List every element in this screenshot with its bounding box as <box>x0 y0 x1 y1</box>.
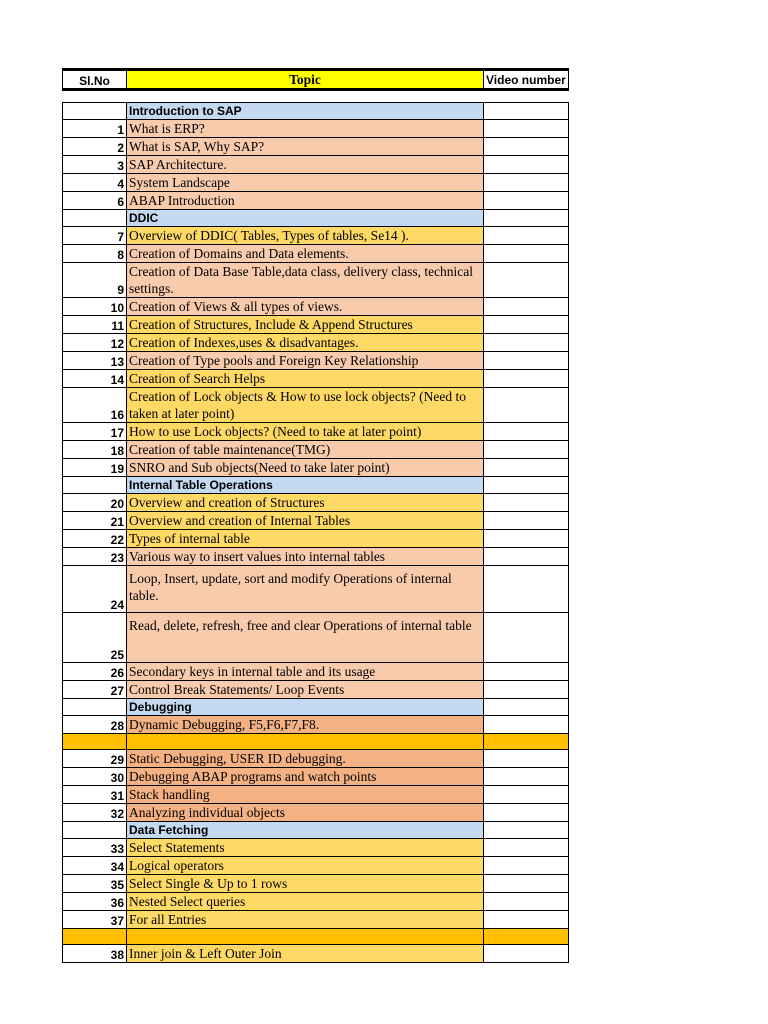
header-row <box>63 70 569 90</box>
sl-no-cell[interactable]: 3 <box>63 156 127 174</box>
video-number-cell[interactable] <box>484 786 569 804</box>
section-row <box>63 822 569 839</box>
sl-no-cell[interactable]: 10 <box>63 298 127 316</box>
topic-cell[interactable]: Loop, Insert, update, sort and modify Operations of internal table. <box>127 566 484 613</box>
spacer-row <box>63 90 569 103</box>
video-number-cell[interactable] <box>484 716 569 734</box>
topic-cell[interactable]: ABAP Introduction <box>127 192 484 210</box>
spreadsheet <box>62 68 568 963</box>
video-number-cell[interactable] <box>484 174 569 192</box>
table-row <box>63 441 569 459</box>
table-row <box>63 566 569 613</box>
sl-no-cell[interactable] <box>63 210 127 227</box>
topic-cell[interactable]: System Landscape <box>127 174 484 192</box>
topic-cell[interactable]: Overview and creation of Structures <box>127 494 484 512</box>
section-row <box>63 477 569 494</box>
video-number-cell[interactable] <box>484 804 569 822</box>
topic-cell[interactable]: Types of internal table <box>127 530 484 548</box>
section-title-cell[interactable]: Introduction to SAP <box>127 103 484 120</box>
sl-no-cell[interactable]: 38 <box>63 945 127 963</box>
sl-no-cell[interactable]: 32 <box>63 804 127 822</box>
table-row <box>63 263 569 298</box>
topic-cell[interactable]: Creation of Type pools and Foreign Key Relationship <box>127 352 484 370</box>
table-row <box>63 716 569 734</box>
sl-no-cell[interactable]: 8 <box>63 245 127 263</box>
topic-cell[interactable]: Creation of Domains and Data elements. <box>127 245 484 263</box>
video-number-cell[interactable] <box>484 530 569 548</box>
sl-no-cell[interactable] <box>63 822 127 839</box>
topic-cell[interactable]: Dynamic Debugging, F5,F6,F7,F8. <box>127 716 484 734</box>
topic-cell[interactable]: What is SAP, Why SAP? <box>127 138 484 156</box>
table-row <box>63 227 569 245</box>
topic-cell[interactable]: Stack handling <box>127 786 484 804</box>
topic-cell[interactable]: Static Debugging, USER ID debugging. <box>127 750 484 768</box>
video-number-cell[interactable] <box>484 120 569 138</box>
highlight-band-row <box>63 929 569 945</box>
sl-no-cell[interactable]: 28 <box>63 716 127 734</box>
sl-no-cell[interactable]: 13 <box>63 352 127 370</box>
video-number-cell[interactable] <box>484 210 569 227</box>
sl-no-cell[interactable]: 6 <box>63 192 127 210</box>
sl-no-cell[interactable]: 16 <box>63 388 127 423</box>
table-row <box>63 911 569 929</box>
topic-cell[interactable]: Read, delete, refresh, free and clear Operations of internal table <box>127 613 484 663</box>
topic-cell[interactable]: SNRO and Sub objects(Need to take later point) <box>127 459 484 477</box>
topic-cell[interactable]: Creation of Indexes,uses & disadvantages. <box>127 334 484 352</box>
video-number-cell[interactable] <box>484 334 569 352</box>
topic-cell[interactable]: Inner join & Left Outer Join <box>127 945 484 963</box>
sl-no-cell[interactable]: 19 <box>63 459 127 477</box>
sl-no-cell[interactable]: 12 <box>63 334 127 352</box>
sl-no-cell[interactable]: 17 <box>63 423 127 441</box>
video-number-cell[interactable] <box>484 263 569 298</box>
video-number-cell[interactable] <box>484 566 569 613</box>
table-row <box>63 370 569 388</box>
topic-cell[interactable]: For all Entries <box>127 911 484 929</box>
sl-no-cell[interactable] <box>63 699 127 716</box>
video-number-cell[interactable] <box>484 156 569 174</box>
video-number-cell[interactable] <box>484 388 569 423</box>
sl-no-cell[interactable]: 9 <box>63 263 127 298</box>
video-number-cell[interactable] <box>484 750 569 768</box>
table-row <box>63 298 569 316</box>
topic-cell[interactable]: Creation of Lock objects & How to use lock objects? (Need to taken at later point) <box>127 388 484 423</box>
topic-cell[interactable]: Creation of Views & all types of views. <box>127 298 484 316</box>
topic-table <box>62 68 569 963</box>
video-number-cell[interactable] <box>484 192 569 210</box>
topic-cell[interactable]: Creation of Search Helps <box>127 370 484 388</box>
table-row <box>63 245 569 263</box>
section-row <box>63 210 569 227</box>
sl-no-cell[interactable]: 24 <box>63 566 127 613</box>
table-row <box>63 804 569 822</box>
sl-no-cell[interactable] <box>63 929 127 945</box>
table-row <box>63 138 569 156</box>
video-number-cell[interactable] <box>484 512 569 530</box>
topic-cell[interactable]: SAP Architecture. <box>127 156 484 174</box>
table-row <box>63 750 569 768</box>
sl-no-cell[interactable]: 22 <box>63 530 127 548</box>
table-row <box>63 786 569 804</box>
video-number-cell[interactable] <box>484 613 569 663</box>
table-row <box>63 875 569 893</box>
sl-no-cell[interactable]: 11 <box>63 316 127 334</box>
section-row <box>63 103 569 120</box>
video-number-cell[interactable] <box>484 494 569 512</box>
sl-no-cell[interactable]: 7 <box>63 227 127 245</box>
video-number-cell[interactable] <box>484 911 569 929</box>
section-title-cell[interactable]: DDIC <box>127 210 484 227</box>
sl-no-cell[interactable] <box>63 477 127 494</box>
table-row <box>63 893 569 911</box>
video-number-cell[interactable] <box>484 548 569 566</box>
section-title-cell[interactable]: Debugging <box>127 699 484 716</box>
topic-cell[interactable] <box>127 929 484 945</box>
video-number-cell[interactable] <box>484 893 569 911</box>
sl-no-cell[interactable]: 29 <box>63 750 127 768</box>
video-number-cell[interactable] <box>484 822 569 839</box>
sl-no-cell[interactable] <box>63 103 127 120</box>
video-number-cell[interactable] <box>484 875 569 893</box>
topic-cell[interactable]: Debugging ABAP programs and watch points <box>127 768 484 786</box>
sl-no-cell[interactable]: 21 <box>63 512 127 530</box>
video-number-cell[interactable] <box>484 945 569 963</box>
sl-no-cell[interactable]: 1 <box>63 120 127 138</box>
topic-cell[interactable]: Select Single & Up to 1 rows <box>127 875 484 893</box>
table-row <box>63 681 569 699</box>
topic-cell[interactable]: What is ERP? <box>127 120 484 138</box>
topic-cell[interactable] <box>127 734 484 750</box>
table-row <box>63 174 569 192</box>
table-row <box>63 120 569 138</box>
topic-cell[interactable]: Creation of Structures, Include & Append Structures <box>127 316 484 334</box>
table-row <box>63 613 569 663</box>
video-number-cell[interactable] <box>484 245 569 263</box>
table-row <box>63 530 569 548</box>
table-row <box>63 512 569 530</box>
table-row <box>63 459 569 477</box>
video-number-cell[interactable] <box>484 681 569 699</box>
sl-no-cell[interactable]: 2 <box>63 138 127 156</box>
section-title-cell[interactable]: Internal Table Operations <box>127 477 484 494</box>
video-number-cell[interactable] <box>484 138 569 156</box>
sl-no-cell[interactable]: 35 <box>63 875 127 893</box>
topic-cell[interactable]: Nested Select queries <box>127 893 484 911</box>
topic-cell[interactable]: Secondary keys in internal table and its usage <box>127 663 484 681</box>
header-sl-no[interactable]: Sl.No <box>63 70 127 90</box>
header-topic[interactable]: Topic <box>127 70 484 90</box>
video-number-cell[interactable] <box>484 370 569 388</box>
topic-cell[interactable]: How to use Lock objects? (Need to take at later point) <box>127 423 484 441</box>
table-row <box>63 316 569 334</box>
video-number-cell[interactable] <box>484 734 569 750</box>
section-title-cell[interactable]: Data Fetching <box>127 822 484 839</box>
sl-no-cell[interactable]: 20 <box>63 494 127 512</box>
table-row <box>63 839 569 857</box>
sl-no-cell[interactable]: 31 <box>63 786 127 804</box>
sl-no-cell[interactable]: 25 <box>63 613 127 663</box>
section-row <box>63 699 569 716</box>
video-number-cell[interactable] <box>484 663 569 681</box>
sl-no-cell[interactable]: 27 <box>63 681 127 699</box>
table-row <box>63 352 569 370</box>
sl-no-cell[interactable]: 18 <box>63 441 127 459</box>
sl-no-cell[interactable] <box>63 734 127 750</box>
table-row <box>63 494 569 512</box>
topic-cell[interactable]: Analyzing individual objects <box>127 804 484 822</box>
topic-cell[interactable]: Overview of DDIC( Tables, Types of tables, Se14 ). <box>127 227 484 245</box>
sl-no-cell[interactable]: 4 <box>63 174 127 192</box>
table-row <box>63 192 569 210</box>
sl-no-cell[interactable]: 14 <box>63 370 127 388</box>
table-row <box>63 334 569 352</box>
sl-no-cell[interactable]: 36 <box>63 893 127 911</box>
topic-cell[interactable]: Control Break Statements/ Loop Events <box>127 681 484 699</box>
sl-no-cell[interactable]: 37 <box>63 911 127 929</box>
video-number-cell[interactable] <box>484 423 569 441</box>
sl-no-cell[interactable]: 34 <box>63 857 127 875</box>
video-number-cell[interactable] <box>484 459 569 477</box>
topic-cell[interactable]: Logical operators <box>127 857 484 875</box>
table-row <box>63 857 569 875</box>
sl-no-cell[interactable]: 30 <box>63 768 127 786</box>
video-number-cell[interactable] <box>484 477 569 494</box>
table-row <box>63 548 569 566</box>
highlight-band-row <box>63 734 569 750</box>
table-row <box>63 663 569 681</box>
table-row <box>63 156 569 174</box>
topic-cell[interactable]: Select Statements <box>127 839 484 857</box>
video-number-cell[interactable] <box>484 103 569 120</box>
video-number-cell[interactable] <box>484 699 569 716</box>
video-number-cell[interactable] <box>484 298 569 316</box>
table-row <box>63 388 569 423</box>
topic-cell[interactable]: Overview and creation of Internal Tables <box>127 512 484 530</box>
sl-no-cell[interactable]: 26 <box>63 663 127 681</box>
table-row <box>63 945 569 963</box>
table-row <box>63 423 569 441</box>
video-number-cell[interactable] <box>484 441 569 459</box>
topic-cell[interactable]: Various way to insert values into internal tables <box>127 548 484 566</box>
video-number-cell[interactable] <box>484 839 569 857</box>
video-number-cell[interactable] <box>484 929 569 945</box>
video-number-cell[interactable] <box>484 352 569 370</box>
sl-no-cell[interactable]: 33 <box>63 839 127 857</box>
header-video-number[interactable]: Video number <box>484 70 569 90</box>
topic-cell[interactable]: Creation of table maintenance(TMG) <box>127 441 484 459</box>
video-number-cell[interactable] <box>484 227 569 245</box>
table-row <box>63 768 569 786</box>
sl-no-cell[interactable]: 23 <box>63 548 127 566</box>
topic-cell[interactable]: Creation of Data Base Table,data class, delivery class, technical settings. <box>127 263 484 298</box>
video-number-cell[interactable] <box>484 857 569 875</box>
video-number-cell[interactable] <box>484 768 569 786</box>
video-number-cell[interactable] <box>484 316 569 334</box>
